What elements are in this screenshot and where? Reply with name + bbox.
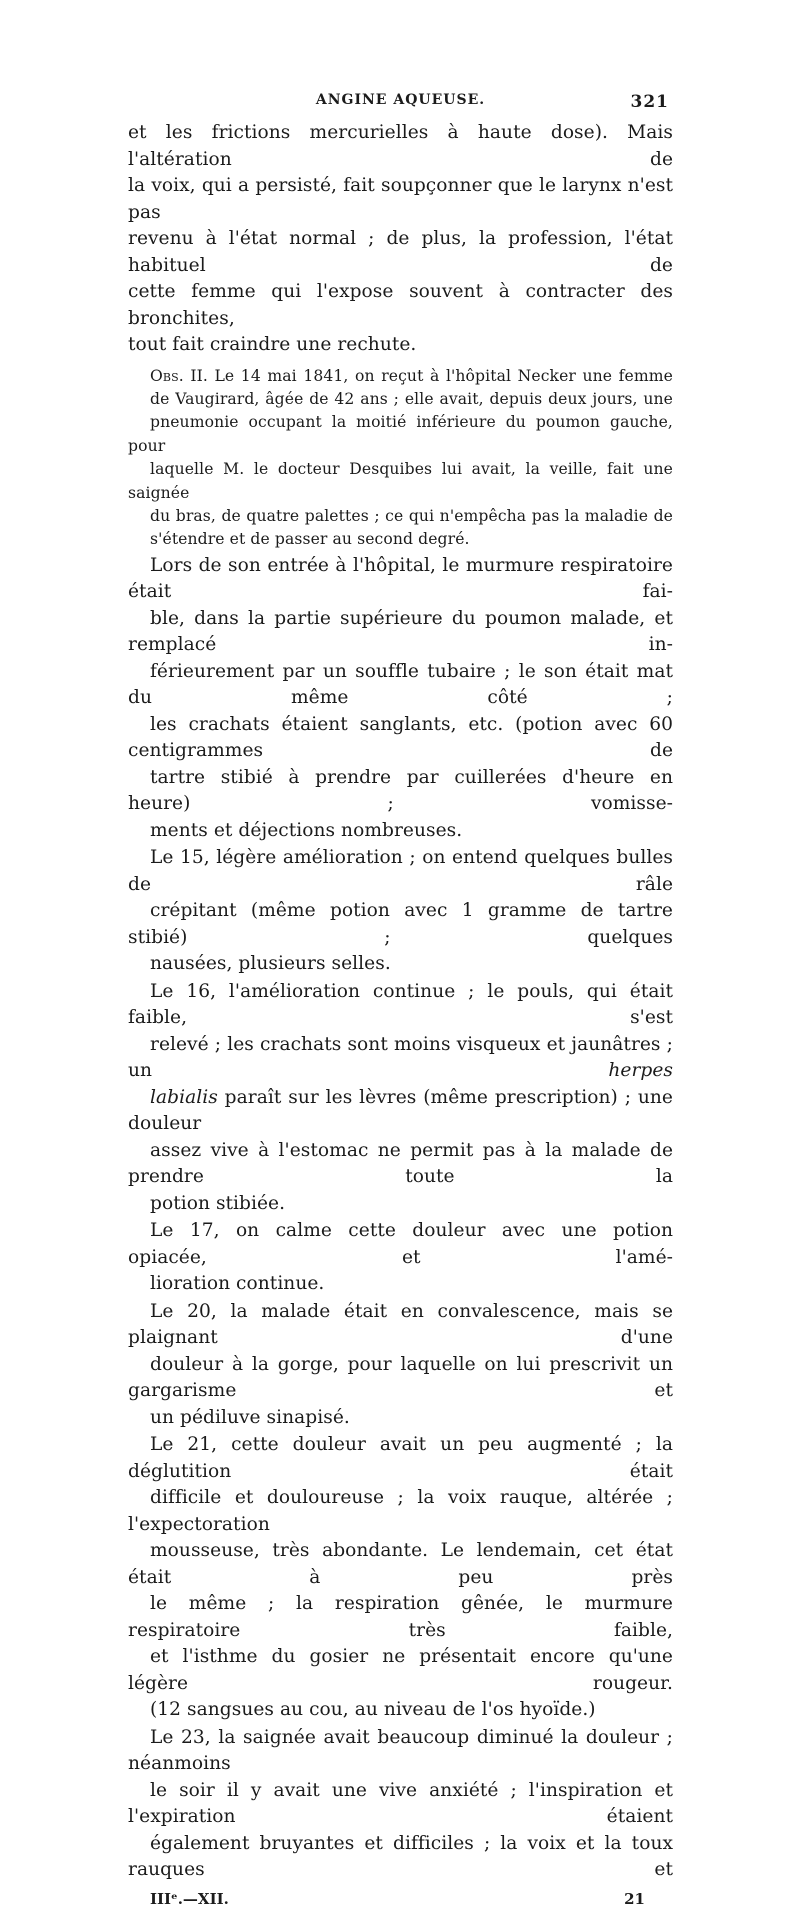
intro-paragraph — [128, 120, 673, 359]
text-line: la voix, qui a persisté, fait soupçonner que le larynx n'est pas — [128, 175, 673, 223]
observation-paragraph — [128, 365, 673, 552]
text-line: férieurement par un souffle tubaire ; le son était mat du même côté ; — [128, 660, 673, 709]
text-line: le soir il y avait une vive anxiété ; l'inspiration et l'expiration étaient — [128, 1779, 673, 1828]
signature-footer — [128, 1890, 673, 1914]
text-line — [128, 1085, 673, 1138]
text-line: un pédiluve sinapisé. — [150, 1406, 350, 1428]
text-line: s'étendre et de passer au second degré. — [150, 530, 470, 549]
text-line: ble, dans la partie supérieure du poumon malade, et remplacé in- — [128, 607, 673, 656]
text-line: Le 20, la malade était en convalescence, mais se plaignant d'une — [128, 1300, 673, 1349]
text-line: nausées, plusieurs selles. — [150, 953, 391, 975]
text-line: également bruyantes et difficiles ; la voix et la toux rauques et — [128, 1832, 673, 1881]
signature-number: 21 — [624, 1889, 645, 1908]
text-segment: Le 14 mai 1841, on reçut à l'hôpital Necker une femme — [207, 366, 673, 385]
text-line: Lors de son entrée à l'hôpital, le murmure respiratoire était fai- — [128, 554, 673, 603]
text-line: ments et déjections nombreuses. — [150, 819, 463, 841]
day-15-paragraph — [128, 845, 673, 978]
text-line: Le 15, légère amélioration ; on entend quelques bulles de râle — [128, 847, 673, 895]
italic-term: labialis — [150, 1086, 218, 1108]
text-line: (12 sangsues au cou, au niveau de l'os hyoïde.) — [150, 1699, 596, 1721]
text-line: douleur à la gorge, pour laquelle on lui prescrivit un gargarisme et — [128, 1353, 673, 1402]
text-line: revenu à l'état normal ; de plus, la profession, l'état habituel de — [128, 228, 673, 276]
text-line: le même ; la respiration gênée, le murmure respiratoire très faible, — [128, 1593, 673, 1641]
italic-term: herpes — [608, 1060, 673, 1082]
text-line: mousseuse, très abondante. Le lendemain, cet état était à peu près — [128, 1540, 673, 1588]
day-16-paragraph — [128, 979, 673, 1218]
text-line: Le 21, cette douleur avait un peu augmenté ; la déglutition était — [128, 1434, 673, 1482]
text-line: difficile et douloureuse ; la voix rauque, altérée ; l'expectoration — [128, 1487, 673, 1535]
text-line: Le 23, la saignée avait beaucoup diminué la douleur ; néanmoins — [128, 1726, 673, 1775]
entree-paragraph — [128, 553, 673, 845]
text-line — [128, 1032, 673, 1085]
text-line: assez vive à l'estomac ne permit pas à la malade de prendre toute la — [128, 1139, 673, 1188]
text-line: et l'isthme du gosier ne présentait encore qu'une légère rougeur. — [128, 1646, 673, 1694]
day-21-paragraph — [128, 1432, 673, 1724]
text-line — [128, 365, 673, 388]
text-line: Le 16, l'amélioration continue ; le pouls, qui était faible, s'est — [128, 980, 673, 1029]
text-line: pneumonie occupant la moitié inférieure du poumon gauche, pour — [128, 413, 673, 455]
text-line: Le 17, on calme cette douleur avec une potion opiacée, et l'amé- — [128, 1220, 673, 1268]
text-line: de Vaugirard, âgée de 42 ans ; elle avait, depuis deux jours, une — [150, 389, 673, 408]
page-number: 321 — [630, 92, 669, 112]
text-line: tartre stibié à prendre par cuillerées d'heure en heure) ; vomisse- — [128, 766, 673, 815]
text-line: potion stibiée. — [150, 1192, 286, 1214]
text-line: les crachats étaient sanglants, etc. (potion avec 60 centigrammes de — [128, 713, 673, 762]
text-line: laquelle M. le docteur Desquibes lui avait, la veille, fait une saignée — [128, 460, 673, 502]
text-line: crépitant (même potion avec 1 gramme de tartre stibié) ; quelques — [128, 900, 673, 948]
day-20-paragraph — [128, 1299, 673, 1432]
text-line: lioration continue. — [150, 1273, 325, 1295]
text-line: du bras, de quatre palettes ; ce qui n'empêcha pas la maladie de — [150, 506, 673, 525]
running-title: ANGINE AQUEUSE. — [315, 92, 486, 108]
text-segment: paraît sur les lèvres (même prescription) ; une douleur — [128, 1086, 673, 1135]
text-segment: relevé ; les crachats sont moins visqueux et jaunâtres ; un — [128, 1033, 673, 1082]
running-header — [128, 92, 673, 120]
signature-mark: IIIᵉ.—XII. — [150, 1889, 229, 1908]
day-23-paragraph — [128, 1725, 673, 1884]
book-page — [128, 92, 673, 1914]
text-line: tout fait craindre une rechute. — [128, 334, 417, 355]
text-line: cette femme qui l'expose souvent à contracter des bronchites, — [128, 281, 673, 329]
text-line: et les frictions mercurielles à haute dose). Mais l'altération de — [128, 122, 673, 170]
day-17-paragraph — [128, 1218, 673, 1298]
observation-label: Obs. II. — [150, 366, 208, 385]
